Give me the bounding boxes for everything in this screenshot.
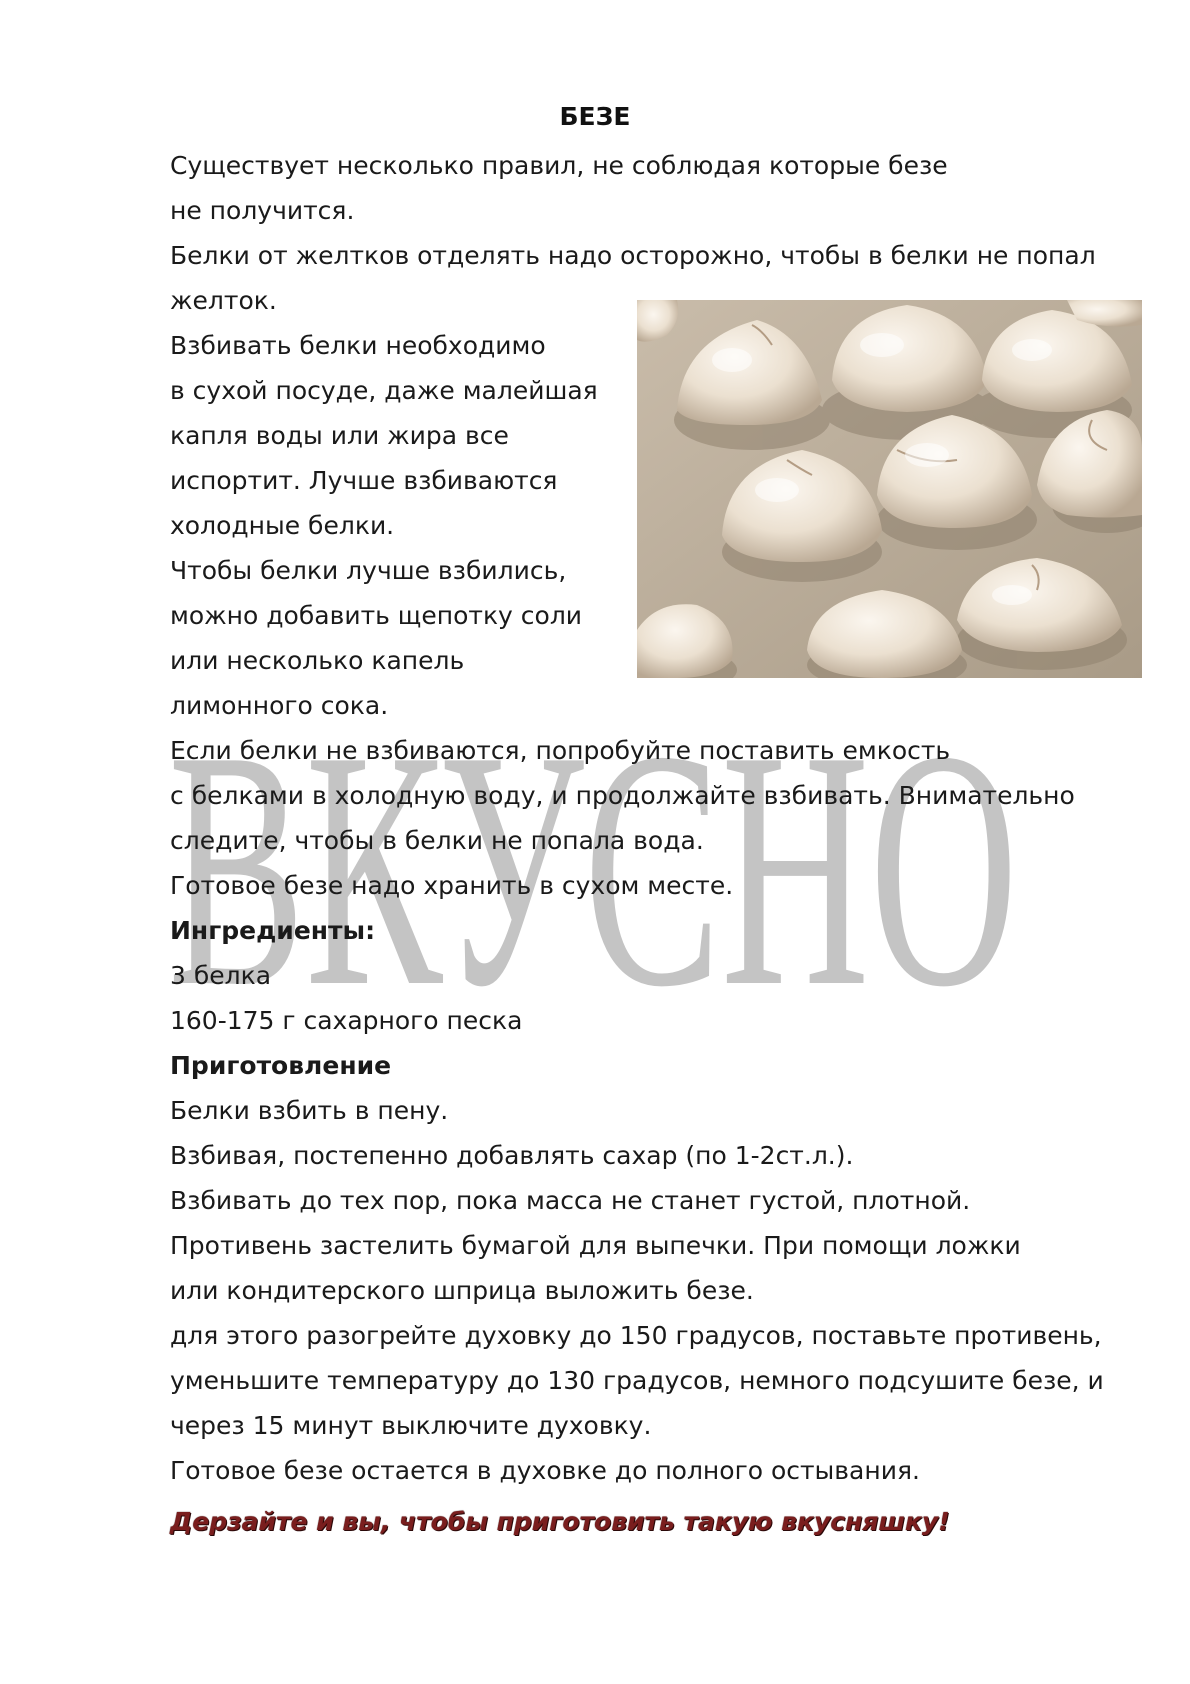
text-line: или несколько капель [170,646,465,675]
meringue-photo [637,300,1142,678]
preparation-step: Противень застелить бумагой для выпечки. При помощи ложки [170,1231,1021,1260]
ingredient-item: 160-175 г сахарного песка [170,1006,523,1035]
page-title: БЕЗЕ [559,102,631,131]
text-line: следите, чтобы в белки не попала вода. [170,826,704,855]
text-line: холодные белки. [170,511,395,540]
text-line: испортит. Лучше взбиваются [170,466,558,495]
text-line: желток. [170,286,277,315]
preparation-step: Взбивать до тех пор, пока масса не станет густой, плотной. [170,1186,971,1215]
preparation-step: для этого разогрейте духовку до 150 градусов, поставьте противень, [170,1321,1102,1350]
preparation-step: Готовое безе остается в духовке до полного остывания. [170,1456,920,1485]
preparation-step: уменьшите температуру до 130 градусов, немного подсушите безе, и [170,1366,1104,1395]
preparation-step: Белки взбить в пену. [170,1096,449,1125]
text-line: можно добавить щепотку соли [170,601,583,630]
text-line: не получится. [170,196,355,225]
text-line: с белками в холодную воду, и продолжайте взбивать. Внимательно [170,781,1075,810]
text-line: Взбивать белки необходимо [170,331,546,360]
ingredient-item: 3 белка [170,961,272,990]
text-line: Готовое безе надо хранить в сухом месте. [170,871,734,900]
text-line: Чтобы белки лучше взбились, [170,556,567,585]
text-line: Белки от желтков отделять надо осторожно, чтобы в белки не попал [170,241,1096,270]
preparation-step: Взбивая, постепенно добавлять сахар (по 1-2ст.л.). [170,1141,854,1170]
watermark-text: ВКУСНО [168,680,1018,1028]
preparation-step: или кондитерского шприца выложить безе. [170,1276,754,1305]
text-line: в сухой посуде, даже малейшая [170,376,598,405]
closing-slogan: Дерзайте и вы, чтобы приготовить такую вкусняшку! [170,1507,950,1536]
text-line: Если белки не взбиваются, попробуйте поставить емкость [170,736,951,765]
text-line: Существует несколько правил, не соблюдая которые безе [170,151,948,180]
text-line: лимонного сока. [170,691,389,720]
preparation-heading: Приготовление [170,1051,392,1080]
text-line: капля воды или жира все [170,421,509,450]
preparation-step: через 15 минут выключите духовку. [170,1411,652,1440]
ingredients-heading: Ингредиенты: [170,916,376,945]
